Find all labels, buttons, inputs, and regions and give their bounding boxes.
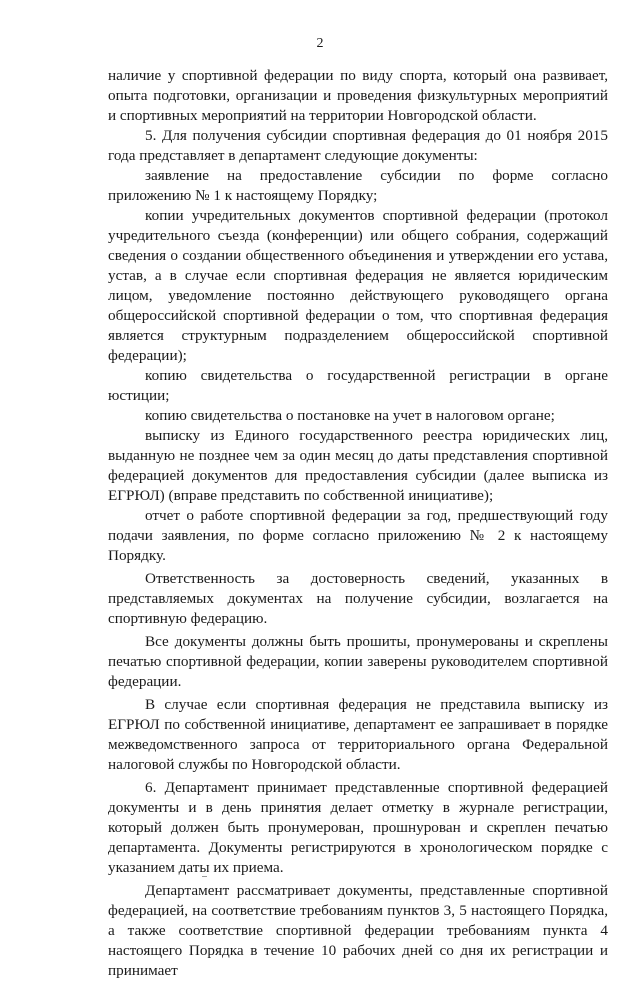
paragraph-item-6: 6. Департамент принимает представленные спортивной федерацией документы и в день принятия делает отметку в журнале регистрации, который должен быть пронумерован, прошнурован и скреплен печатью департамента. Документы регистрируются в хронологическом порядке с указанием даты их приема. — [108, 779, 608, 876]
paragraph-application: заявление на предоставление субсидии по форме согласно приложению № 1 к настоящему Порядку; — [108, 167, 608, 204]
scan-mark — [202, 876, 207, 877]
paragraph-founding-documents: копии учредительных документов спортивной федерации (протокол учредительного съезда (конференции) или общего собрания, содержащий сведения о создании общественного объединения и утверждении его устава, устав, а в случае если спортивная федерация не является юридическим лицом, уведомление постоянно действующего руководящего органа общероссийской спортивной федерации о том, что спортивная федерация является структурным подразделением общероссийской спортивной федерации); — [108, 207, 608, 364]
paragraph-eligibility-continued: наличие у спортивной федерации по виду спорта, который она развивает, опыта подготовки, организации и проведения физкультурных мероприятий и спортивных мероприятий на территории Новгородской области. — [108, 67, 608, 124]
paragraph-binding-requirements: Все документы должны быть прошиты, пронумерованы и скреплены печатью спортивной федерации, копии заверены руководителем спортивной федерации. — [108, 633, 608, 690]
paragraph-annual-report: отчет о работе спортивной федерации за год, предшествующий году подачи заявления, по форме согласно приложению № 2 к настоящему Порядку. — [108, 507, 608, 564]
paragraph-review: Департамент рассматривает документы, представленные спортивной федерацией, на соответствие требованиям пунктов 3, 5 настоящего Порядка, а также соответствие спортивной федерации требованиям пункта 4 настоящего Порядка в течение 10 рабочих дней со дня их регистрации и принимает — [108, 882, 608, 979]
paragraph-responsibility: Ответственность за достоверность сведений, указанных в представляемых документах на получение субсидии, возлагается на спортивную федерацию. — [108, 570, 608, 627]
page-number: 2 — [316, 36, 324, 51]
paragraph-egrul-extract: выписку из Единого государственного реестра юридических лиц, выданную не позднее чем за один месяц до даты представления спортивной федерацией документов для предоставления субсидии (далее выписка из ЕГРЮЛ) (вправе представить по собственной инициативе); — [108, 427, 608, 504]
paragraph-item-5: 5. Для получения субсидии спортивная федерация до 01 ноября 2015 года представляет в департамент следующие документы: — [108, 127, 608, 164]
paragraph-tax-certificate: копию свидетельства о постановке на учет в налоговом органе; — [145, 407, 555, 424]
paragraph-egrul-request: В случае если спортивная федерация не представила выписку из ЕГРЮЛ по собственной инициативе, департамент ее запрашивает в порядке межведомственного запроса от территориального органа Федеральной налоговой службы по Новгородской области. — [108, 696, 608, 773]
document-body — [108, 66, 608, 981]
paragraph-registration-certificate: копию свидетельства о государственной регистрации в органе юстиции; — [108, 367, 608, 404]
